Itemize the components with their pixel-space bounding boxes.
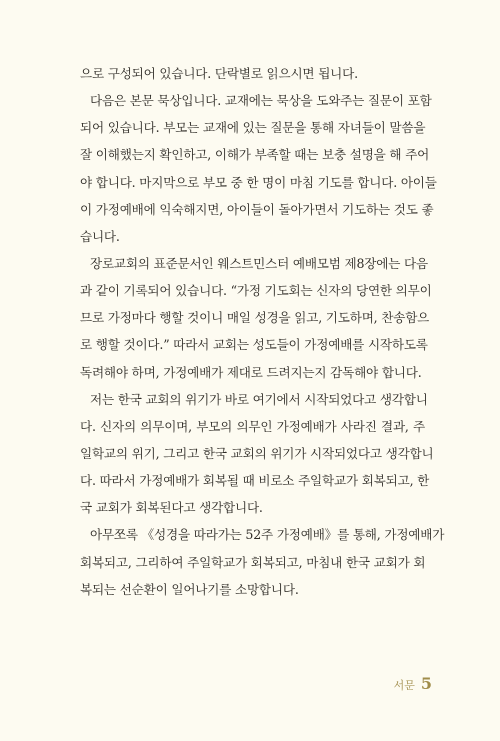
text-line: 장로교회의 표준문서인 웨스트민스터 예배모범 제8장에는 다음: [90, 255, 428, 271]
text-line: 저는 한국 교회의 위기가 바로 여기에서 시작되었다고 생각합니: [90, 391, 428, 407]
text-line: 아무쪼록 《성경을 따라가는 52주 가정예배》를 통해, 가정예배가: [90, 527, 445, 543]
text-line: 으로 구성되어 있습니다. 단락별로 읽으시면 됩니다.: [80, 66, 358, 81]
text-line: 야 합니다. 마지막으로 부모 중 한 명이 마침 기도를 합니다. 아이들: [80, 174, 437, 190]
text-line: 회복되고, 그리하여 주일학교가 회복되고, 마침내 한국 교회가 회: [80, 554, 426, 570]
running-head: 서문: [393, 679, 415, 692]
text-line: 되어 있습니다. 부모는 교재에 있는 질문을 통해 자녀들이 말씀을: [80, 120, 426, 136]
text-line: 므로 가정마다 행할 것이니 매일 성경을 읽고, 기도하며, 찬송함으: [80, 310, 430, 326]
text-line: 다. 따라서 가정예배가 회복될 때 비로소 주일학교가 회복되고, 한: [80, 473, 430, 489]
text-line: 습니다.: [80, 228, 120, 244]
text-line: 복되는 선순환이 일어나기를 소망합니다.: [80, 581, 299, 597]
text-line: 일학교의 위기, 그리고 한국 교회의 위기가 시작되었다고 생각합니: [80, 445, 434, 461]
text-line: 다음은 본문 묵상입니다. 교재에는 묵상을 도와주는 질문이 포함: [90, 93, 432, 109]
text-line: 다. 신자의 의무이며, 부모의 의무인 가정예배가 사라진 결과, 주: [80, 418, 425, 434]
body-text: [80, 60, 445, 603]
text-line: 이 가정예배에 익숙해지면, 아이들이 돌아가면서 기도하는 것도 좋: [80, 201, 434, 217]
page-number: 5: [420, 674, 432, 693]
text-line: 로 행할 것이다.” 따라서 교회는 성도들이 가정예배를 시작하도록: [80, 337, 428, 353]
text-line: 잘 이해했는지 확인하고, 이해가 부족할 때는 보충 설명을 해 주어: [80, 147, 430, 163]
page-footer: [394, 674, 432, 694]
text-line: 국 교회가 회복된다고 생각합니다.: [80, 500, 263, 516]
text-line: 과 같이 기록되어 있습니다. “가정 기도회는 신자의 당연한 의무이: [80, 283, 432, 299]
text-line: 독려해야 하며, 가정예배가 제대로 드려지는지 감독해야 합니다.: [80, 364, 422, 380]
